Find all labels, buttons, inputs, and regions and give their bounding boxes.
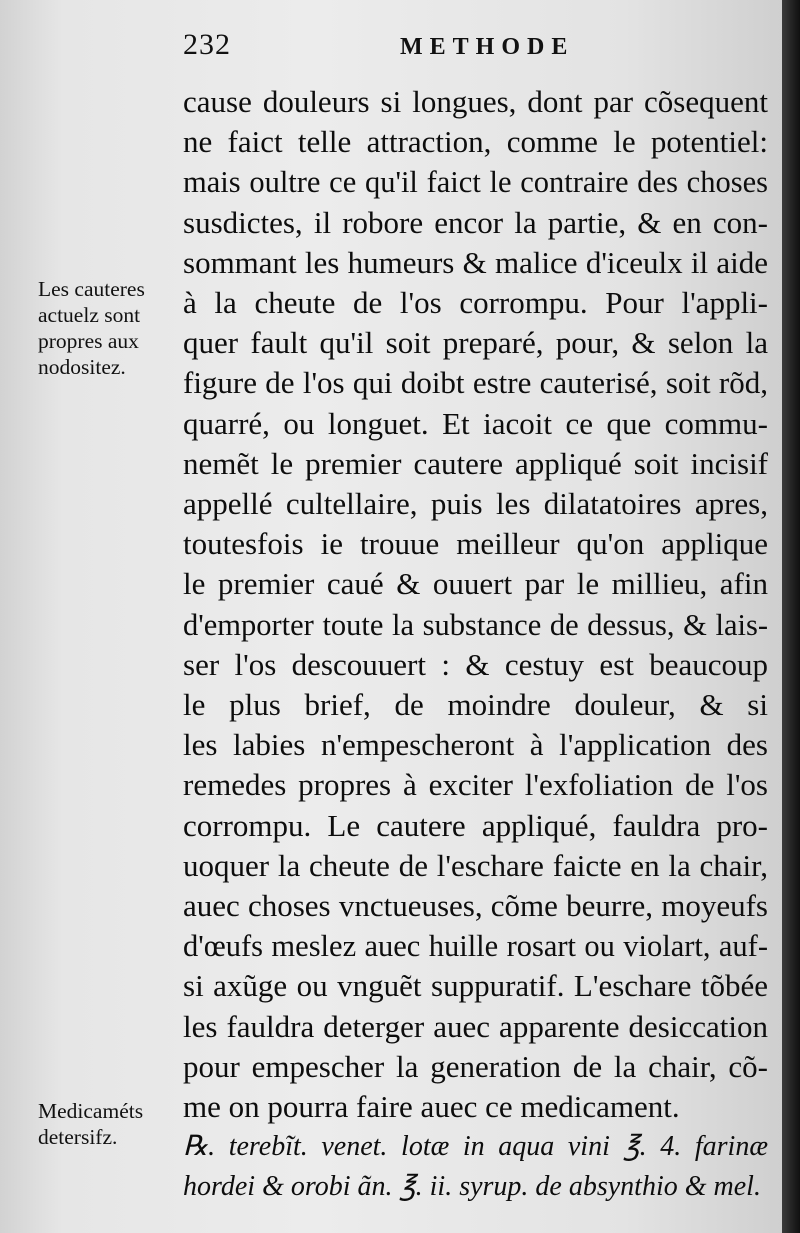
margin-note-line: Les cauteres	[38, 277, 145, 301]
margin-note-cauteres	[38, 276, 180, 380]
text-line: remedes propres à exciter l'exfoliation de l'os	[183, 767, 768, 803]
text-line: les labies n'empescheront à l'application des	[183, 727, 768, 763]
text-line: me on pourra faire auec ce medicament.	[183, 1089, 680, 1125]
page-header	[0, 28, 782, 68]
text-line: d'œufs meslez auec huille rosart ou violart, auf-	[183, 929, 768, 964]
text-line: quarré, ou longuet. Et iacoit ce que commu-	[183, 405, 768, 441]
text-line: le plus brief, de moindre douleur, & si	[183, 687, 768, 723]
running-title: METHODE	[400, 34, 575, 60]
text-line: cause douleurs si longues, dont par cõsequent	[183, 84, 768, 119]
text-line: mais oultre ce qu'il faict le contraire des choses	[183, 165, 768, 200]
text-line: figure de l'os qui doibt estre cauterisé, soit rõd,	[183, 365, 768, 401]
text-line: à la cheute de l'os corrompu. Pour l'appli-	[183, 285, 768, 321]
recipe-line: ℞. terebĩt. venet. lotæ in aqua vini ℥. 4. farinæ	[183, 1131, 768, 1163]
page-number: 232	[183, 28, 231, 61]
text-line: auec choses vnctueuses, cõme beurre, moyeufs	[183, 888, 768, 924]
text-line: toutesfois ie trouue meilleur qu'on applique	[183, 526, 768, 562]
margin-note-line: propres aux	[38, 329, 139, 353]
margin-note-line: Medicaméts	[38, 1099, 144, 1123]
margin-note-line: actuelz sont	[38, 303, 141, 327]
text-line: si axũge ou vnguẽt suppuratif. L'eschare tõbée	[183, 968, 768, 1004]
body-text	[183, 82, 768, 1208]
text-line: ser l'os descouuert : & cestuy est beaucoup	[183, 646, 768, 682]
text-line: pour empescher la generation de la chair, cõ-	[183, 1048, 768, 1084]
text-line: le premier caué & ouuert par le millieu, afin	[183, 566, 768, 602]
recipe-line: hordei & orobi ãn. ℥. ii. syrup. de absynthio & mel.	[183, 1171, 761, 1203]
text-line: susdictes, il robore encor la partie, & en con-	[183, 204, 768, 240]
text-line: nemẽt le premier cautere appliqué soit incisif	[183, 445, 768, 481]
text-line: d'emporter toute la substance de dessus, & lais-	[183, 607, 768, 642]
text-line: sommant les humeurs & malice d'iceulx il aide	[183, 244, 768, 280]
text-line: ne faict telle attraction, comme le potentiel:	[183, 124, 768, 160]
text-line: quer fault qu'il soit preparé, pour, & selon la	[183, 325, 768, 361]
text-line: appellé cultellaire, puis les dilatatoires apres,	[183, 486, 768, 522]
margin-note-medicaments	[38, 1098, 180, 1150]
text-line: les fauldra deterger auec apparente desiccation	[183, 1008, 768, 1044]
text-line: uoquer la cheute de l'eschare faicte en la chair,	[183, 847, 768, 883]
book-edge-shadow	[782, 0, 800, 1233]
margin-note-line: nodositez.	[38, 355, 126, 379]
margin-note-line: detersifz.	[38, 1125, 118, 1149]
text-line: corrompu. Le cautere appliqué, fauldra pro-	[183, 807, 768, 843]
